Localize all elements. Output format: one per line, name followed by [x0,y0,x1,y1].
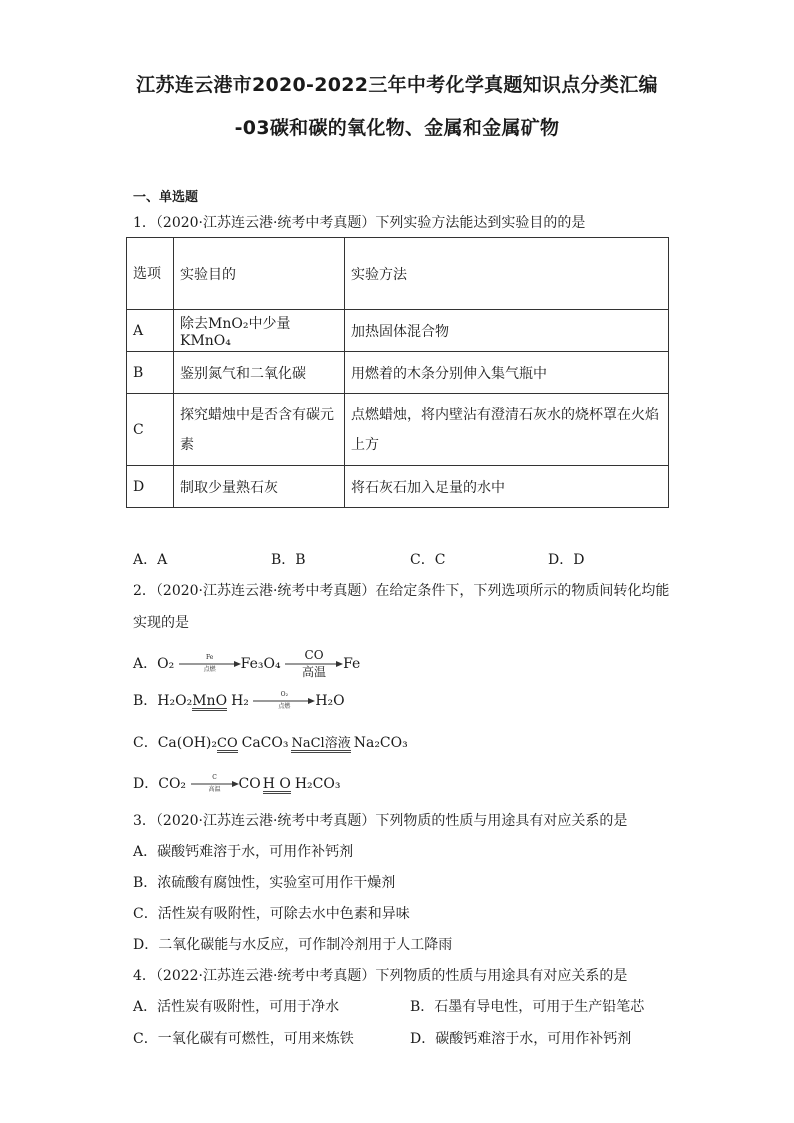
q2-option-a[interactable] [133,649,360,679]
species: Na₂CO₃ [353,735,408,751]
q2-stem-line2: 实现的是 [133,615,189,631]
row-purpose: 制取少量熟石灰 [174,466,345,508]
q4-option-d[interactable]: D．碳酸钙难溶于水，可用作补钙剂 [410,1031,632,1047]
table-row [127,394,669,466]
species: H₂CO₃ [294,776,341,792]
table-row [127,352,669,394]
arrow-condition-top: O₂ [280,691,288,698]
q3-option-b[interactable]: B．浓硫酸有腐蚀性，实验室可用作干燥剂 [133,875,396,891]
q2-stem-line1: 2．（2020·江苏连云港·统考中考真题）在给定条件下，下列选项所示的物质间转化均能 [133,583,670,599]
row-option: D [127,466,174,508]
option-label: A． [133,656,158,672]
species: O₂ [157,656,175,672]
arrow-condition-bottom: 点燃 [203,666,216,673]
row-method: 用燃着的木条分别伸入集气瓶中 [345,352,669,394]
q1-choice-c[interactable]: C．C [410,552,446,568]
row-method: 点燃蜡烛，将内壁沾有澄清石灰水的烧杯罩在火焰上方 [345,394,669,466]
reaction-arrow [179,653,241,675]
reaction-arrow [191,773,239,795]
q1-table [126,237,669,508]
q1-choice-d[interactable]: D．D [548,552,585,568]
q4-option-b[interactable]: B．石墨有导电性，可用于生产铅笔芯 [410,999,645,1015]
q4-option-a[interactable]: A．活性炭有吸附性，可用于净水 [133,999,340,1015]
q3-option-d[interactable]: D．二氧化碳能与水反应，可作制冷剂用于人工降雨 [133,937,453,953]
q3-option-c[interactable]: C．活性炭有吸附性，可除去水中色素和异味 [133,906,410,922]
option-label: C． [133,735,158,751]
species: H₂ [231,693,249,709]
species: Fe₃O₄ [240,656,281,672]
row-purpose: 探究蜡烛中是否含有碳元素 [174,394,345,466]
option-label: D． [133,776,159,792]
species: CO₂ [158,776,187,792]
arrow-condition-bottom: 高温 [208,786,221,793]
header-purpose: 实验目的 [174,238,345,310]
q1-stem: 1．（2020·江苏连云港·统考中考真题）下列实验方法能达到实验目的的是 [133,215,586,231]
species: CO [238,776,261,792]
q4-stem: 4．（2022·江苏连云港·统考中考真题）下列物质的性质与用途具有对应关系的是 [133,968,628,984]
row-purpose: 鉴别氮气和二氧化碳 [174,352,345,394]
species: H₂O₂ [157,693,193,709]
q1-choice-b[interactable]: B．B [271,552,306,568]
row-option: B [127,352,174,394]
arrow-condition-bottom: 高温 [302,665,327,679]
reaction-arrow [253,690,315,712]
q2-option-c[interactable] [133,732,408,752]
species: CaCO₃ [241,735,289,751]
section-heading: 一、单选题 [133,190,199,205]
species: H₂O [315,693,345,709]
double-arrow-condition: NaCl溶液 [291,732,350,751]
double-arrow-condition: H O [262,776,291,792]
arrow-condition-top: CO [304,648,324,662]
row-method: 将石灰石加入足量的水中 [345,466,669,508]
row-method: 加热固体混合物 [345,310,669,352]
arrow-condition-top: Fe [205,654,214,661]
q2-option-b[interactable] [133,690,345,712]
row-purpose: 除去MnO₂中少量KMnO₄ [174,310,345,352]
header-method: 实验方法 [345,238,669,310]
species: Ca(OH)₂ [157,735,217,751]
q3-stem: 3．（2020·江苏连云港·统考中考真题）下列物质的性质与用途具有对应关系的是 [133,813,628,829]
option-label: B． [133,693,158,709]
q1-choice-a[interactable]: A．A [133,552,168,568]
doc-title-line2: -03碳和碳的氧化物、金属和金属矿物 [234,117,560,139]
reaction-arrow [285,649,343,679]
q2-option-d[interactable] [133,773,340,795]
table-row [127,310,669,352]
table-header-row [127,238,669,310]
double-arrow-condition: MnO [192,693,228,709]
table-row [127,466,669,508]
row-option: C [127,394,174,466]
row-option: A [127,310,174,352]
arrow-condition-top: C [212,774,217,781]
species: Fe [343,656,361,672]
q4-option-c[interactable]: C．一氧化碳有可燃性，可用来炼铁 [133,1031,354,1047]
doc-title-line1: 江苏连云港市2020-2022三年中考化学真题知识点分类汇编 [136,74,658,96]
header-option: 选项 [127,238,174,310]
q3-option-a[interactable]: A．碳酸钙难溶于水，可用作补钙剂 [133,844,354,860]
double-arrow-condition: CO [217,736,238,751]
arrow-condition-bottom: 点燃 [278,703,291,710]
